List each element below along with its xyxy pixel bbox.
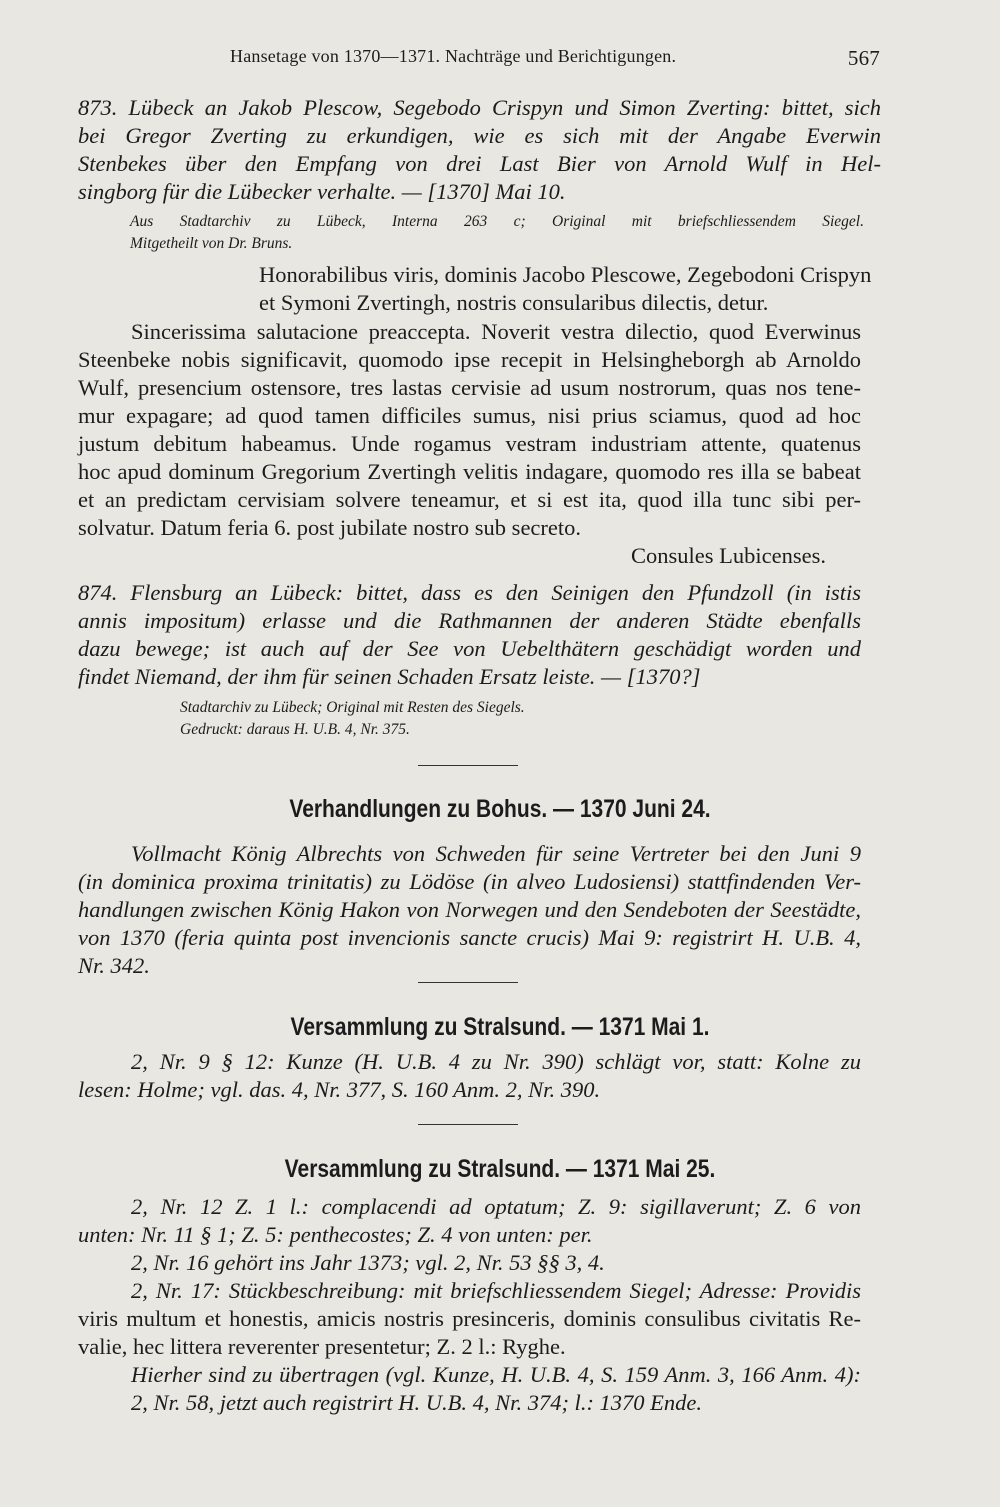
- stralsund-2-line: valie, hec littera reverenter presentetur; Z. 2 l.: Ryghe.: [78, 1334, 566, 1359]
- entry-873-text-line: solvatur. Datum feria 6. post jubilate nostro sub secreto.: [78, 515, 582, 540]
- bohus-line: Vollmacht König Albrechts von Schweden für seine Vertreter bei den Juni 9: [131, 841, 861, 866]
- stralsund-2-line: 2, Nr. 58, jetzt auch registrirt H. U.B. 4, Nr. 374; l.: 1370 Ende.: [131, 1390, 703, 1415]
- section-heading: Versammlung zu Stralsund. — 1371 Mai 1.: [290, 1013, 710, 1041]
- section-heading: Versammlung zu Stralsund. — 1371 Mai 25.: [284, 1155, 716, 1183]
- entry-874-summary-line: dazu bewege; ist auch auf der See von Uebelthätern geschädigt worden und: [78, 636, 861, 661]
- stralsund-1-line: 2, Nr. 9 § 12: Kunze (H. U.B. 4 zu Nr. 390) schlägt vor, statt: Kolne zu: [131, 1049, 861, 1074]
- entry-873-text-line: et Symoni Zvertingh, nostris consularibus dilectis, detur.: [259, 290, 769, 315]
- entry-873-summary-line: Stenbekes über den Empfang von drei Last Bier von Arnold Wulf in Hel-: [78, 151, 881, 176]
- entry-873-text-line: Honorabilibus viris, dominis Jacobo Plescowe, Zegebodoni Crispyn: [259, 262, 872, 287]
- stralsund-2-line: unten: Nr. 11 § 1; Z. 5: penthecostes; Z. 4 von unten: per.: [78, 1222, 593, 1247]
- entry-873-text-line: Wulf, presencium ostensore, tres lastas cervisie ad usum nostrorum, quas nos tene-: [78, 375, 861, 400]
- entry-874-summary-line: annis impositum) erlasse und die Rathmannen der anderen Städte ebenfalls: [78, 608, 861, 633]
- entry-873-source: Aus Stadtarchiv zu Lübeck, Interna 263 c; Original mit briefschliessendem Siegel.: [130, 213, 864, 230]
- entry-873-source: Mitgetheilt von Dr. Bruns.: [130, 235, 293, 252]
- entry-873-text-line: Sincerissima salutacione preaccepta. Noverit vestra dilectio, quod Everwinus: [131, 319, 861, 344]
- bohus-line: handlungen zwischen König Hakon von Norwegen und den Sendeboten der Seestädte,: [78, 897, 861, 922]
- stralsund-1-line: lesen: Holme; vgl. das. 4, Nr. 377, S. 160 Anm. 2, Nr. 390.: [78, 1077, 601, 1102]
- entry-874-source: Gedruckt: daraus H. U.B. 4, Nr. 375.: [180, 721, 410, 738]
- section-heading: Verhandlungen zu Bohus. — 1370 Juni 24.: [289, 795, 711, 823]
- section-divider: [418, 765, 518, 766]
- bohus-line: (in dominica proxima trinitatis) zu Lödöse (in alveo Ludosiensi) stattfindenden Ver-: [78, 869, 861, 894]
- entry-873-summary-line: 873. Lübeck an Jakob Plescow, Segebodo Crispyn und Simon Zverting: bittet, sich: [78, 95, 881, 120]
- entry-874-summary-line: findet Niemand, der ihm für seinen Schaden Ersatz leiste. — [1370?]: [78, 664, 701, 689]
- entry-873-text-line: hoc apud dominum Gregorium Zvertingh velitis indagare, quomodo res illa se babeat: [78, 459, 861, 484]
- entry-873-text-line: mur expagare; ad quod tamen difficiles sumus, nisi prius sciamus, quod ad hoc: [78, 403, 861, 428]
- stralsund-2-line: 2, Nr. 16 gehört ins Jahr 1373; vgl. 2, Nr. 53 §§ 3, 4.: [131, 1250, 605, 1275]
- stralsund-2-line: Hierher sind zu übertragen (vgl. Kunze, H. U.B. 4, S. 159 Anm. 3, 166 Anm. 4):: [131, 1362, 861, 1387]
- entry-873-text-line: justum debitum habeamus. Unde rogamus vestram industriam attente, quatenus: [78, 431, 861, 456]
- entry-874-source: Stadtarchiv zu Lübeck; Original mit Resten des Siegels.: [180, 699, 525, 716]
- section-divider: [418, 1124, 518, 1125]
- entry-873-signature: Consules Lubicenses.: [631, 543, 826, 568]
- stralsund-2-line: 2, Nr. 12 Z. 1 l.: complacendi ad optatum; Z. 9: sigillaverunt; Z. 6 von: [131, 1194, 861, 1219]
- entry-873-text-line: Steenbeke nobis significavit, quomodo ipse recepit in Helsingheborgh ab Arnoldo: [78, 347, 861, 372]
- stralsund-2-line: 2, Nr. 17: Stückbeschreibung: mit briefschliessendem Siegel; Adresse: Providis: [131, 1278, 861, 1303]
- page-number: 567: [847, 46, 880, 70]
- entry-873-text-line: et an predictam cervisiam solvere teneamur, et si est ita, quod illa tunc sibi per-: [78, 487, 861, 512]
- bohus-line: von 1370 (feria quinta post invencionis sancte crucis) Mai 9: registrirt H. U.B. 4,: [78, 925, 861, 950]
- entry-874-summary-line: 874. Flensburg an Lübeck: bittet, dass es den Seinigen den Pfundzoll (in istis: [78, 580, 861, 605]
- running-header: [230, 46, 880, 70]
- entry-873-summary-line: singborg für die Lübecker verhalte. — [1370] Mai 10.: [78, 179, 566, 204]
- stralsund-2-line: viris multum et honestis, amicis nostris presinceris, dominis consulibus civitatis Re-: [78, 1306, 861, 1331]
- entry-873-summary-line: bei Gregor Zverting zu erkundigen, wie es sich mit der Angabe Everwin: [78, 123, 881, 148]
- section-divider: [418, 982, 518, 983]
- running-title: Hansetage von 1370—1371. Nachträge und Berichtigungen.: [230, 46, 677, 66]
- bohus-line: Nr. 342.: [78, 953, 150, 978]
